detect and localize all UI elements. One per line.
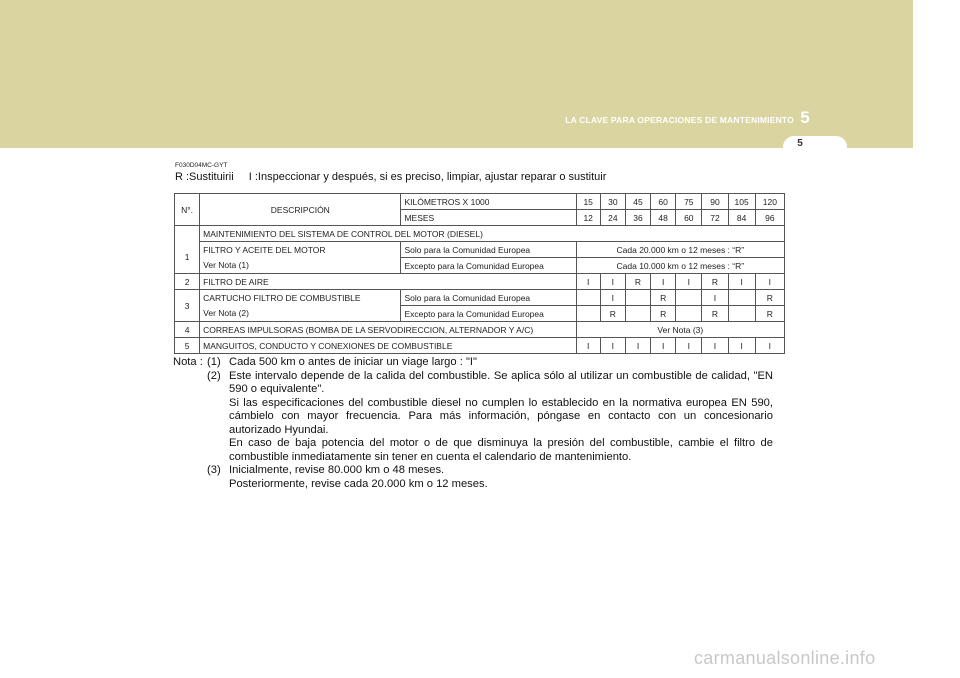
table-row bbox=[175, 322, 785, 338]
note-number: (3) bbox=[207, 464, 221, 476]
schedule-cell: I bbox=[676, 338, 702, 354]
col-desc-header: DESCRIPCIÓN bbox=[200, 194, 401, 226]
schedule-cell: R bbox=[702, 306, 728, 322]
header-band bbox=[0, 0, 913, 148]
schedule-cell bbox=[576, 306, 600, 322]
note-2 bbox=[173, 370, 773, 465]
section-row bbox=[175, 226, 785, 242]
col-no-header: N°. bbox=[175, 194, 200, 226]
schedule-cell bbox=[676, 306, 702, 322]
schedule-cell: I bbox=[676, 274, 702, 290]
schedule-cell: R bbox=[702, 274, 728, 290]
schedule-cell: R bbox=[625, 274, 650, 290]
row-number: 1 bbox=[175, 242, 200, 274]
header-row-km bbox=[175, 194, 785, 210]
table-row bbox=[175, 338, 785, 354]
km-cell: 45 bbox=[625, 194, 650, 210]
note-text: Este intervalo depende de la calida del combustible. Se aplica sólo al utilizar un combustible de calidad, "EN 590 o equivalente". bbox=[229, 369, 773, 395]
note-1 bbox=[173, 356, 773, 370]
table-row bbox=[175, 258, 785, 274]
schedule-cell: I bbox=[728, 338, 755, 354]
note-text: Posteriormente, revise cada 20.000 km o 12 meses. bbox=[229, 477, 488, 490]
schedule-cell: I bbox=[600, 290, 625, 306]
km-label: KILÓMETROS X 1000 bbox=[401, 194, 576, 210]
km-cell: 60 bbox=[651, 194, 676, 210]
item-name: FILTRO DE AIRE bbox=[200, 274, 576, 290]
item-name: CORREAS IMPULSORAS (BOMBA DE LA SERVODIRECCION, ALTERNADOR Y A/C) bbox=[200, 322, 576, 338]
months-label: MESES bbox=[401, 210, 576, 226]
interval-note: Ver Nota (3) bbox=[576, 322, 784, 338]
maintenance-schedule-table bbox=[174, 193, 785, 354]
note-text: Si las especificaciones del combustible diesel no cumplen lo establecido en la normativa europea EN 590, cámbielo con mayor frecuencia. Para más información, póngase en contacto con un concesionario autorizado Hyundai. bbox=[229, 396, 773, 436]
months-cell: 48 bbox=[651, 210, 676, 226]
schedule-cell: I bbox=[625, 338, 650, 354]
table-row bbox=[175, 290, 785, 306]
schedule-cell bbox=[625, 290, 650, 306]
condition: Excepto para la Comunidad Europea bbox=[401, 306, 576, 322]
interval-note: Cada 20.000 km o 12 meses : “R” bbox=[576, 242, 784, 258]
schedule-cell: I bbox=[728, 274, 755, 290]
legend-replace: R :Sustituirii bbox=[175, 171, 234, 183]
km-cell: 30 bbox=[600, 194, 625, 210]
km-cell: 75 bbox=[676, 194, 702, 210]
months-cell: 36 bbox=[625, 210, 650, 226]
note-number: (2) bbox=[207, 369, 221, 382]
km-cell: 105 bbox=[728, 194, 755, 210]
row-number: 3 bbox=[175, 290, 200, 322]
doc-code: F030D04MC-GYT bbox=[175, 162, 228, 169]
schedule-cell: I bbox=[651, 338, 676, 354]
watermark: carmanualsonline.info bbox=[694, 648, 876, 668]
schedule-cell bbox=[728, 306, 755, 322]
chapter-number: 5 bbox=[800, 108, 810, 127]
legend bbox=[175, 171, 618, 183]
table-row bbox=[175, 274, 785, 290]
item-note: Ver Nota (1) bbox=[200, 258, 401, 274]
condition: Solo para la Comunidad Europea bbox=[401, 242, 576, 258]
item-note: Ver Nota (2) bbox=[200, 306, 401, 322]
months-cell: 72 bbox=[702, 210, 728, 226]
note-number: (1) bbox=[207, 356, 221, 368]
chapter-title: LA CLAVE PARA OPERACIONES DE MANTENIMIENTO bbox=[565, 115, 794, 125]
item-name: FILTRO Y ACEITE DEL MOTOR bbox=[200, 242, 401, 258]
legend-inspect: I :Inspeccionar y después, si es preciso, limpiar, ajustar reparar o sustituir bbox=[248, 171, 607, 183]
condition: Excepto para la Comunidad Europea bbox=[401, 258, 576, 274]
condition: Solo para la Comunidad Europea bbox=[401, 290, 576, 306]
schedule-cell: R bbox=[651, 306, 676, 322]
km-cell: 120 bbox=[755, 194, 784, 210]
schedule-cell bbox=[625, 306, 650, 322]
schedule-cell: I bbox=[755, 338, 784, 354]
schedule-cell bbox=[728, 290, 755, 306]
schedule-cell bbox=[676, 290, 702, 306]
page-number: 5 bbox=[797, 138, 803, 149]
months-cell: 24 bbox=[600, 210, 625, 226]
schedule-cell: I bbox=[755, 274, 784, 290]
schedule-cell bbox=[576, 290, 600, 306]
note-text: Cada 500 km o antes de iniciar un viage largo : "I" bbox=[229, 356, 477, 368]
schedule-cell: I bbox=[576, 274, 600, 290]
schedule-cell: I bbox=[651, 274, 676, 290]
km-cell: 90 bbox=[702, 194, 728, 210]
table-row bbox=[175, 306, 785, 322]
months-cell: 60 bbox=[676, 210, 702, 226]
schedule-cell: R bbox=[651, 290, 676, 306]
notes-prefix: Nota : bbox=[173, 356, 203, 368]
interval-note: Cada 10.000 km o 12 meses : “R” bbox=[576, 258, 784, 274]
row-number: 2 bbox=[175, 274, 200, 290]
notes bbox=[173, 356, 773, 491]
note-3 bbox=[173, 464, 773, 491]
row-number: 4 bbox=[175, 322, 200, 338]
months-cell: 84 bbox=[728, 210, 755, 226]
item-name: CARTUCHO FILTRO DE COMBUSTIBLE bbox=[200, 290, 401, 306]
schedule-cell: R bbox=[755, 290, 784, 306]
schedule-cell: I bbox=[702, 338, 728, 354]
schedule-cell: I bbox=[702, 290, 728, 306]
schedule-cell: I bbox=[600, 274, 625, 290]
section-title: MAINTENIMIENTO DEL SISTEMA DE CONTROL DEL MOTOR (DIESEL) bbox=[200, 226, 785, 242]
note-text: Inicialmente, revise 80.000 km o 48 meses. bbox=[229, 464, 445, 476]
schedule-cell: I bbox=[600, 338, 625, 354]
note-text: En caso de baja potencia del motor o de que disminuya la presión del combustible, cambie el filtro de combustible inmediatamente sin tener en cuenta el calendario de mantenimiento. bbox=[229, 437, 773, 463]
item-name: MANGUITOS, CONDUCTO Y CONEXIONES DE COMBUSTIBLE bbox=[200, 338, 576, 354]
schedule-cell: R bbox=[755, 306, 784, 322]
months-cell: 12 bbox=[576, 210, 600, 226]
schedule-cell: R bbox=[600, 306, 625, 322]
schedule-cell: I bbox=[576, 338, 600, 354]
row-number: 5 bbox=[175, 338, 200, 354]
months-cell: 96 bbox=[755, 210, 784, 226]
km-cell: 15 bbox=[576, 194, 600, 210]
table-row bbox=[175, 242, 785, 258]
